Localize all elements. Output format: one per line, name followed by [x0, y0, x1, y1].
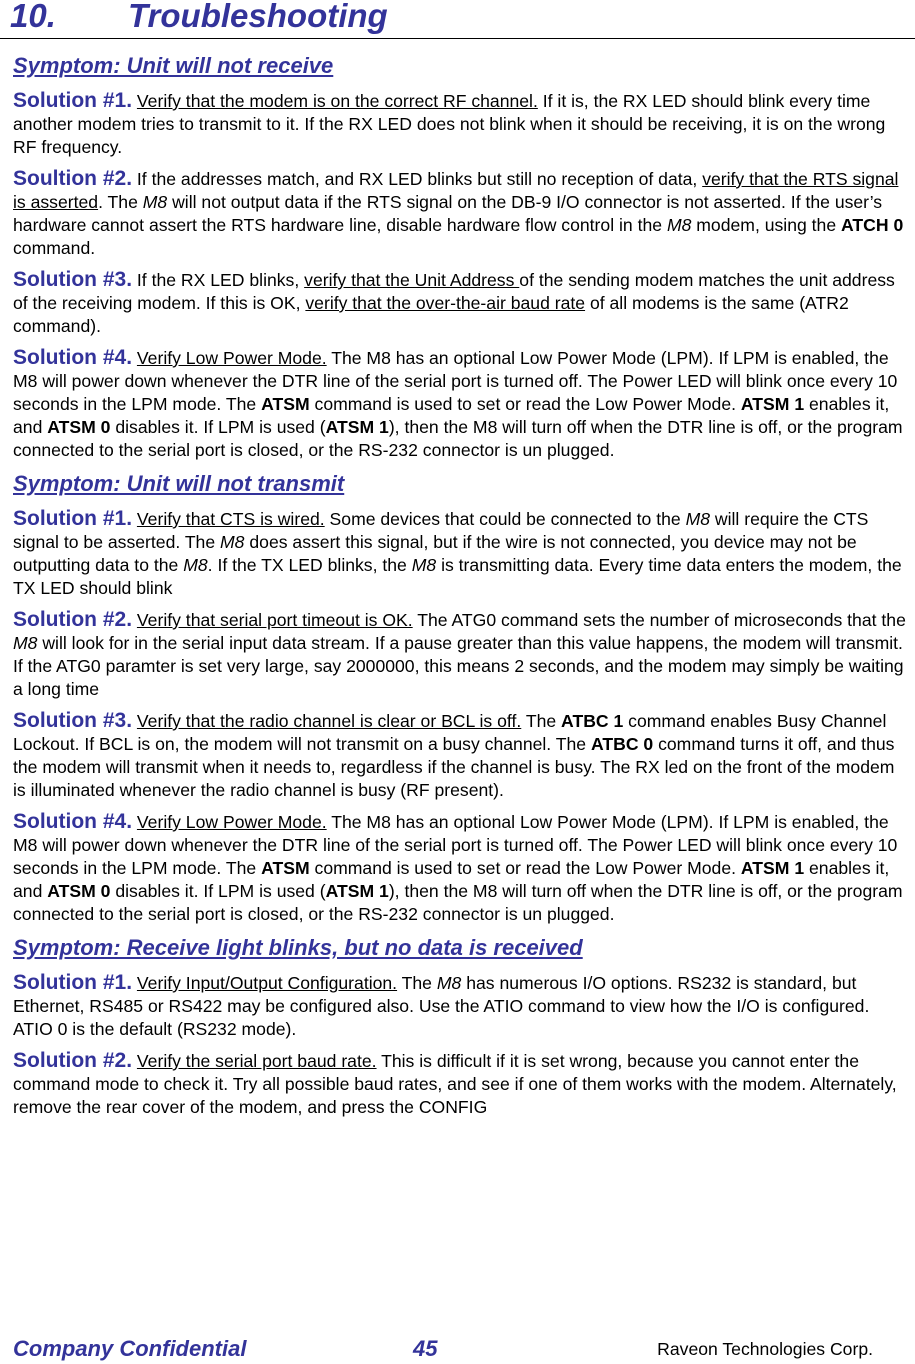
solution-text: Verify Input/Output Configuration. The M8 has numerous I/O options. RS232 is standard, but Ethernet, RS485 or RS422 may be configured also. Use the ATIO command to view how the I/O is configured. ATIO 0 is the default (RS232 mode). [13, 973, 870, 1039]
solution-text: Verify Low Power Mode. The M8 has an optional Low Power Mode (LPM). If LPM is enabled, the M8 will power down whenever the DTR line of the serial port is turned off. The Power LED will blink once every 10 seconds in the LPM mode. The ATSM command is used to set or read the Low Power Mode. ATSM 1 enables it, and ATSM 0 disables it. If LPM is used (ATSM 1), then the M8 will turn off when the DTR line is off, or the program connected to the serial port is closed, or the RS-232 connector is un plugged. [13, 348, 903, 460]
solution-text: Verify that the modem is on the correct RF channel. If it is, the RX LED should blink every time another modem tries to transmit to it. If the RX LED does not blink when it should be receiving, it is on the wrong RF frequency. [13, 91, 886, 157]
solution-label: Solution #3 [13, 268, 127, 291]
solution-paragraph: Solution #2. Verify that serial port timeout is OK. The ATG0 command sets the number of microseconds that the M8 will look for in the serial input data stream. If a pause greater than this value happens, the modem will transmit. If the ATG0 paramter is set very large, say 2000000, this means 2 seconds, and the modem may simply be waiting a long time [13, 608, 906, 699]
solution-label: Solution #4 [13, 810, 127, 833]
symptom-heading: Symptom: Receive light blinks, but no data is received [13, 935, 583, 960]
solution-paragraph: Solution #3. If the RX LED blinks, verify that the Unit Address of the sending modem matches the unit address of the receiving modem. If this is OK, verify that the over-the-air baud rate of all modems is the same (ATR2 command). [13, 268, 895, 336]
solution-paragraph: Solution #1. Verify that the modem is on the correct RF channel. If it is, the RX LED should blink every time another modem tries to transmit to it. If the RX LED does not blink when it should be receiving, it is on the wrong RF frequency. [13, 89, 886, 157]
solution-label: Solution #2 [13, 1049, 127, 1072]
solution-text: Verify the serial port baud rate. This is difficult if it is set wrong, because you cannot enter the command mode to check it. Try all possible baud rates, and see if one of them works with the modem. Alternately, remove the rear cover of the modem, and press the CONFIG [13, 1051, 897, 1117]
solution-paragraph: Solution #1. Verify Input/Output Configuration. The M8 has numerous I/O options. RS232 is standard, but Ethernet, RS485 or RS422 may be configured also. Use the ATIO command to view how the I/O is configured. ATIO 0 is the default (RS232 mode). [13, 971, 870, 1039]
solution-text: If the addresses match, and RX LED blinks but still no reception of data, verify that the RTS signal is asserted. The M8 will not output data if the RTS signal on the DB-9 I/O connector is not asserted. If the user’s hardware cannot assert the RTS hardware line, disable hardware flow control in the M8 modem, using the ATCH 0 command. [13, 169, 904, 258]
solution-text: Verify that the radio channel is clear or BCL is off. The ATBC 1 command enables Busy Channel Lockout. If BCL is on, the modem will not transmit on a busy channel. The ATBC 0 command turns it off, and thus the modem will transmit when it needs to, regardless if the channel is busy. The RX led on the front of the modem is illuminated whenever the radio channel is busy (RF present). [13, 711, 895, 800]
footer-confidential: Company Confidential [13, 1336, 247, 1361]
solution-paragraph: Solution #4. Verify Low Power Mode. The M8 has an optional Low Power Mode (LPM). If LPM is enabled, the M8 will power down whenever the DTR line of the serial port is turned off. The Power LED will blink once every 10 seconds in the LPM mode. The ATSM command is used to set or read the Low Power Mode. ATSM 1 enables it, and ATSM 0 disables it. If LPM is used (ATSM 1), then the M8 will turn off when the DTR line is off, or the program connected to the serial port is closed, or the RS-232 connector is un plugged. [13, 346, 903, 460]
solution-label: Solution #1 [13, 971, 127, 994]
solution-paragraph: Solution #1. Verify that CTS is wired. Some devices that could be connected to the M8 will require the CTS signal to be asserted. The M8 does assert this signal, but if the wire is not connected, you device may not be outputting data to the M8. If the TX LED blinks, the M8 is transmitting data. Every time data enters the modem, the TX LED should blink [13, 507, 902, 598]
solution-text: Verify Low Power Mode. The M8 has an optional Low Power Mode (LPM). If LPM is enabled, the M8 will power down whenever the DTR line of the serial port is turned off. The Power LED will blink once every 10 seconds in the LPM mode. The ATSM command is used to set or read the Low Power Mode. ATSM 1 enables it, and ATSM 0 disables it. If LPM is used (ATSM 1), then the M8 will turn off when the DTR line is off, or the program connected to the serial port is closed, or the RS-232 connector is un plugged. [13, 812, 903, 924]
troubleshooting-content [13, 52, 911, 1127]
solution-paragraph: Soultion #2. If the addresses match, and RX LED blinks but still no reception of data, verify that the RTS signal is asserted. The M8 will not output data if the RTS signal on the DB-9 I/O connector is not asserted. If the user’s hardware cannot assert the RTS hardware line, disable hardware flow control in the M8 modem, using the ATCH 0 command. [13, 167, 904, 258]
solution-label: Solution #1 [13, 89, 127, 112]
section-title [10, 0, 388, 36]
solution-label: Solution #4 [13, 346, 127, 369]
solution-label: Solution #3 [13, 709, 127, 732]
solution-text: If the RX LED blinks, verify that the Unit Address of the sending modem matches the unit address of the receiving modem. If this is OK, verify that the over-the-air baud rate of all modems is the same (ATR2 command). [13, 270, 895, 336]
page-number: 45 [413, 1336, 438, 1361]
footer-company: Raveon Technologies Corp. [657, 1339, 873, 1359]
solution-paragraph: Solution #2. Verify the serial port baud rate. This is difficult if it is set wrong, because you cannot enter the command mode to check it. Try all possible baud rates, and see if one of them works with the modem. Alternately, remove the rear cover of the modem, and press the CONFIG [13, 1049, 897, 1117]
symptom-heading: Symptom: Unit will not transmit [13, 471, 345, 496]
solution-paragraph: Solution #3. Verify that the radio channel is clear or BCL is off. The ATBC 1 command enables Busy Channel Lockout. If BCL is on, the modem will not transmit on a busy channel. The ATBC 0 command turns it off, and thus the modem will transmit when it needs to, regardless if the channel is busy. The RX led on the front of the modem is illuminated whenever the radio channel is busy (RF present). [13, 709, 895, 800]
section-number: 10. [10, 0, 56, 34]
solution-label: Solution #1 [13, 507, 127, 530]
section-title-text: Troubleshooting [128, 0, 388, 34]
solution-text: Verify that CTS is wired. Some devices that could be connected to the M8 will require the CTS signal to be asserted. The M8 does assert this signal, but if the wire is not connected, you device may not be outputting data to the M8. If the TX LED blinks, the M8 is transmitting data. Every time data enters the modem, the TX LED should blink [13, 509, 902, 598]
solution-text: Verify that serial port timeout is OK. The ATG0 command sets the number of microseconds that the M8 will look for in the serial input data stream. If a pause greater than this value happens, the modem will transmit. If the ATG0 paramter is set very large, say 2000000, this means 2 seconds, and the modem may simply be waiting a long time [13, 610, 906, 699]
header-rule [0, 38, 915, 39]
solution-label: Soultion #2 [13, 167, 127, 190]
solution-paragraph: Solution #4. Verify Low Power Mode. The M8 has an optional Low Power Mode (LPM). If LPM is enabled, the M8 will power down whenever the DTR line of the serial port is turned off. The Power LED will blink once every 10 seconds in the LPM mode. The ATSM command is used to set or read the Low Power Mode. ATSM 1 enables it, and ATSM 0 disables it. If LPM is used (ATSM 1), then the M8 will turn off when the DTR line is off, or the program connected to the serial port is closed, or the RS-232 connector is un plugged. [13, 810, 903, 924]
symptom-heading: Symptom: Unit will not receive [13, 53, 334, 78]
solution-label: Solution #2 [13, 608, 127, 631]
page-footer [13, 1336, 893, 1364]
